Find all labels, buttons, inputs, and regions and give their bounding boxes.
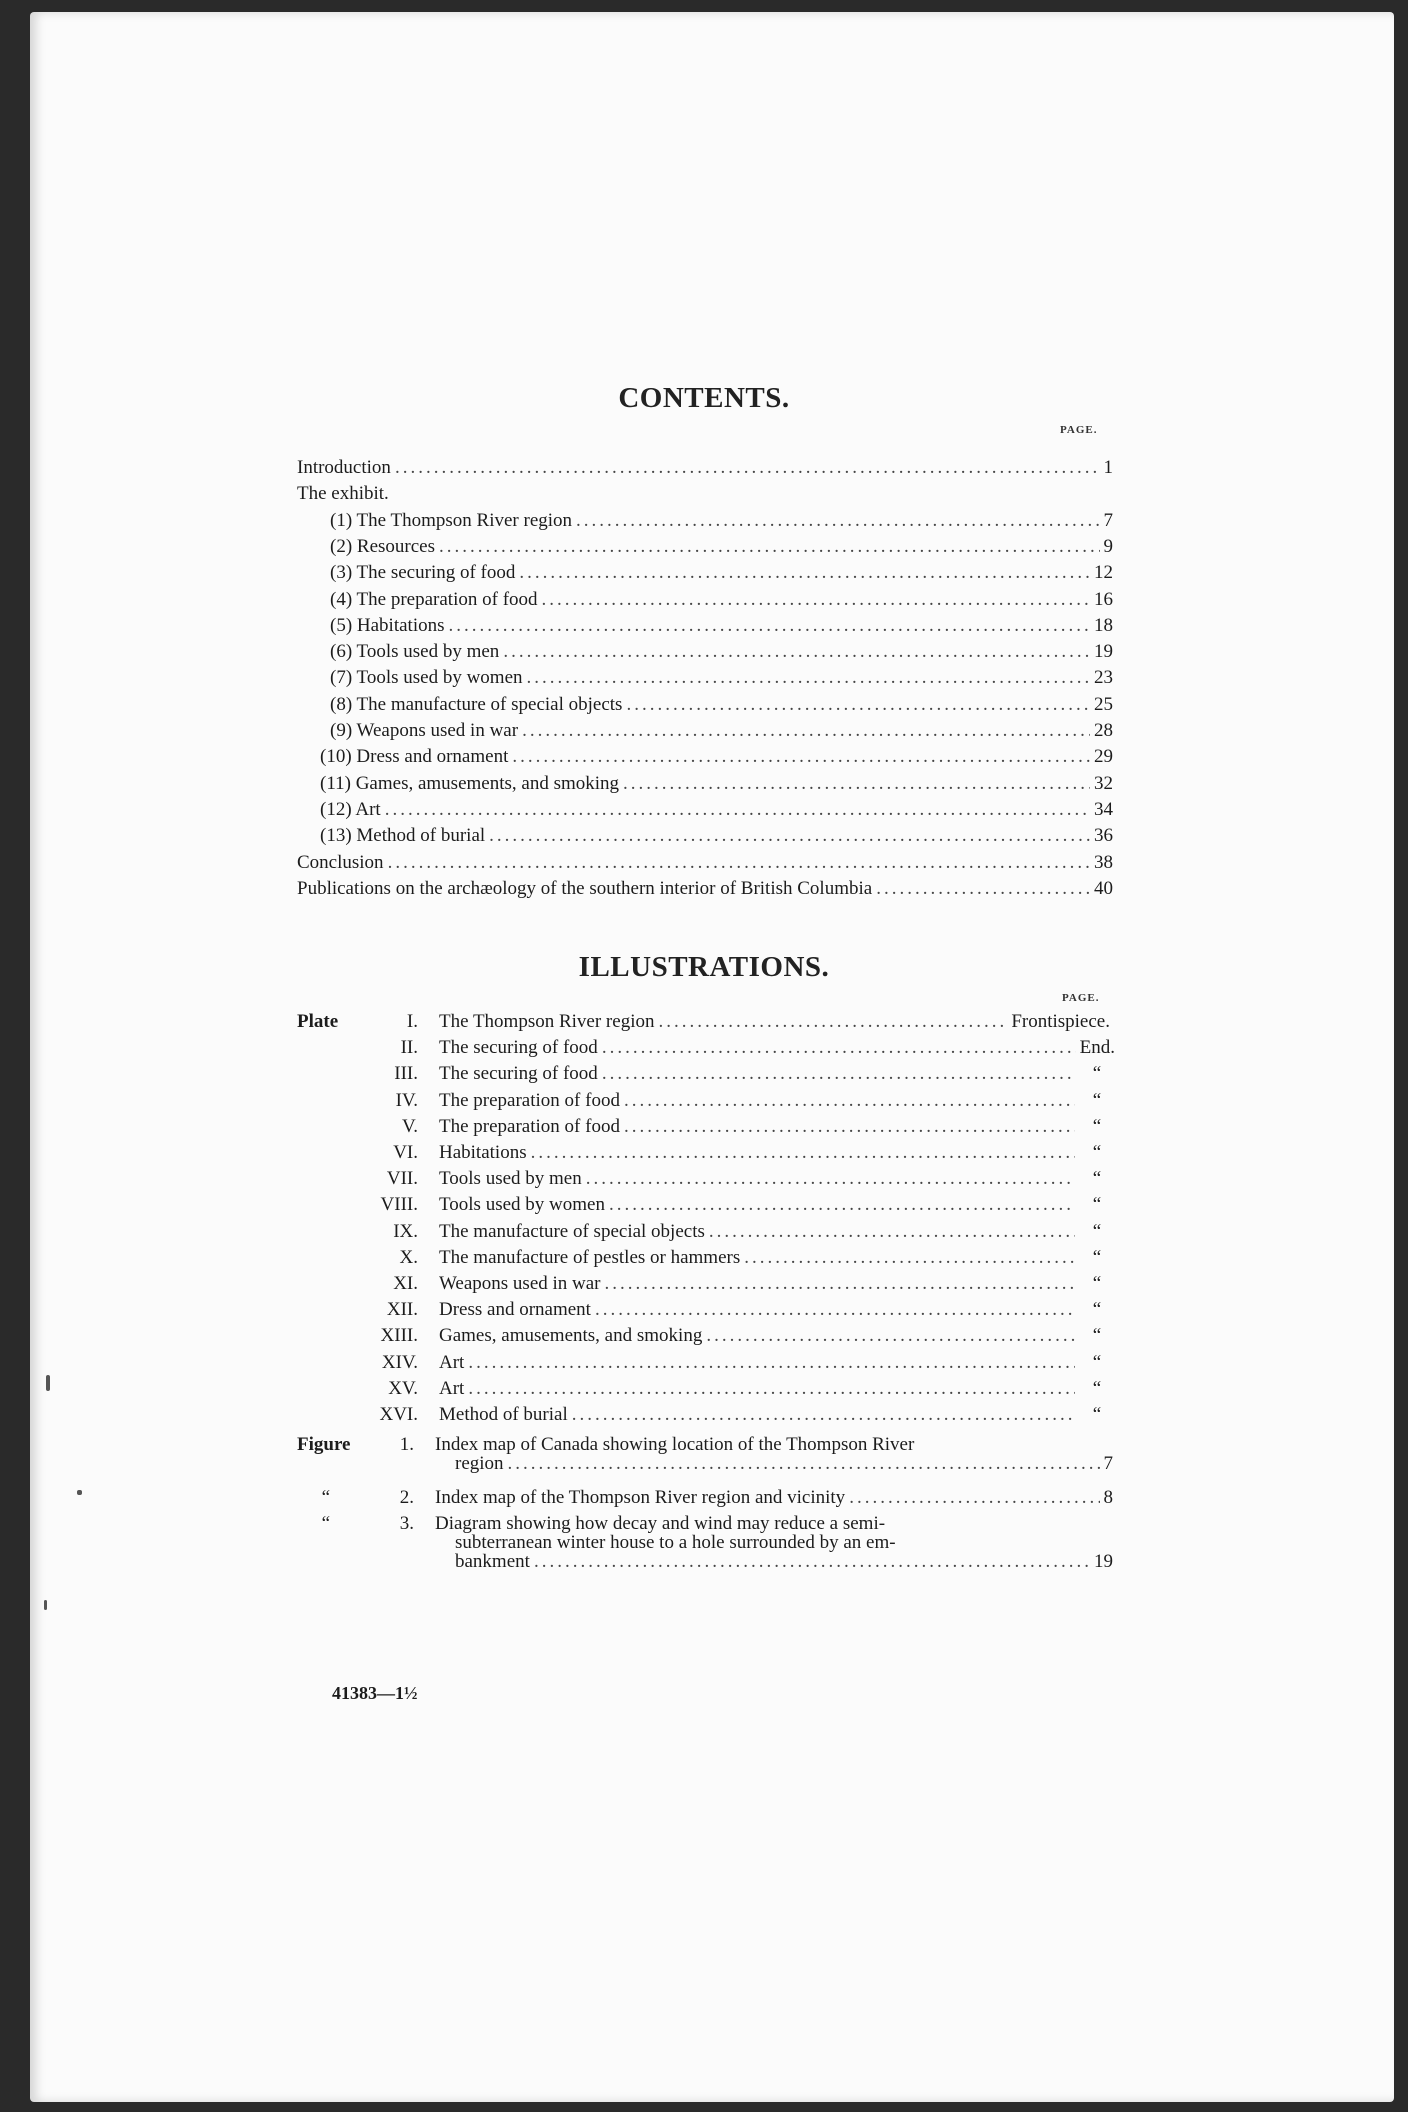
plate-number: VII.: [386, 1168, 418, 1190]
dot-leader: [519, 560, 1090, 586]
dot-leader: [609, 1192, 1075, 1218]
contents-entry: [297, 481, 1113, 507]
contents-page-column-header: PAGE.: [1060, 424, 1098, 436]
plate-number: XIII.: [380, 1325, 418, 1347]
dot-leader: [602, 1061, 1075, 1087]
figure-entry-line: [455, 1549, 1113, 1575]
dot-leader: [572, 1402, 1075, 1428]
contents-entry-page: 12: [1094, 562, 1113, 584]
dot-leader: [527, 665, 1090, 691]
plate-number: V.: [401, 1115, 418, 1137]
dot-leader: [595, 1297, 1075, 1323]
contents-entry-page: 34: [1094, 798, 1113, 820]
plate-entry-page: “: [1092, 1299, 1102, 1321]
plate-number: IX.: [393, 1220, 418, 1242]
dot-leader: [489, 823, 1090, 849]
figure-entry-label: subterranean winter house to a hole surrounded by an em-: [455, 1532, 896, 1553]
plate-entry-page: “: [1092, 1377, 1102, 1399]
contents-entry-label: (8) The manufacture of special objects: [330, 693, 623, 715]
plate-entry-label: The securing of food: [439, 1037, 598, 1059]
plate-entry: [439, 1297, 1115, 1323]
contents-entry: [330, 613, 1113, 639]
contents-entry-page: 23: [1094, 667, 1113, 689]
figure-ditto-mark: “: [321, 1487, 330, 1508]
plate-entry-label: Dress and ornament: [439, 1299, 591, 1321]
contents-entry-label: (1) The Thompson River region: [330, 509, 573, 531]
plate-number: XI.: [393, 1273, 418, 1294]
contents-entry-label: (5) Habitations: [330, 614, 445, 636]
plate-number: XII.: [386, 1299, 418, 1321]
plate-entry: [439, 1140, 1115, 1166]
plate-entry: [439, 1114, 1115, 1140]
printer-signature: 41383—1½: [332, 1683, 418, 1703]
plate-entry: [439, 1088, 1115, 1114]
figure-entry-label: Index map of the Thompson River region and vicinity: [435, 1487, 846, 1508]
plate-entry-label: The manufacture of special objects: [439, 1220, 705, 1242]
figure-entry-page: 19: [1094, 1551, 1113, 1572]
contents-entry-label: (10) Dress and ornament: [320, 746, 509, 768]
contents-entry-label: (3) The securing of food: [330, 562, 516, 584]
figure-ditto-mark: “: [321, 1513, 330, 1534]
figure-entry-label: region: [455, 1453, 504, 1474]
contents-entry-page: 16: [1094, 588, 1113, 610]
dot-leader: [542, 587, 1090, 613]
contents-entry-page: 18: [1094, 614, 1113, 636]
contents-entry-label: (11) Games, amusements, and smoking: [320, 772, 620, 794]
dot-leader: [623, 771, 1090, 797]
contents-entry: [330, 534, 1113, 560]
plate-number: XV.: [388, 1377, 418, 1399]
plate-number: XVI.: [379, 1404, 418, 1425]
plate-number: II.: [400, 1037, 418, 1059]
plate-entry-label: Tools used by women: [439, 1194, 605, 1216]
dot-leader: [512, 744, 1090, 770]
figure-entry-label: Index map of Canada showing location of the Thompson River: [435, 1434, 915, 1455]
plate-number: VI.: [393, 1142, 418, 1163]
contents-entry-label: (2) Resources: [330, 535, 435, 557]
contents-entry: [320, 744, 1113, 770]
plate-entry: [439, 1402, 1115, 1428]
plate-entry-page: “: [1092, 1351, 1102, 1373]
plate-entry: [439, 1245, 1115, 1271]
contents-entry-label: Introduction: [297, 457, 391, 478]
plate-entry-label: Method of burial: [439, 1404, 568, 1425]
plate-entry-page: “: [1092, 1115, 1102, 1137]
dot-leader: [658, 1009, 1007, 1035]
margin-speck: [46, 1375, 50, 1391]
figure-entry-line: [435, 1485, 1113, 1511]
plate-entry: [439, 1376, 1115, 1402]
contents-entry-page: 40: [1094, 877, 1113, 899]
dot-leader: [395, 455, 1100, 481]
plate-entry-page: “: [1092, 1194, 1102, 1216]
plate-entry-page: “: [1092, 1325, 1102, 1347]
contents-heading: CONTENTS.: [618, 382, 790, 414]
figure-label: Figure: [297, 1434, 351, 1455]
contents-entry-page: 32: [1094, 772, 1113, 794]
plate-label: Plate: [297, 1011, 339, 1032]
contents-entry-page: 36: [1094, 825, 1113, 847]
dot-leader: [624, 1088, 1075, 1114]
plate-entry-page: Frontispiece.: [1011, 1011, 1110, 1032]
contents-entry: [330, 665, 1113, 691]
contents-entry-page: 25: [1094, 693, 1113, 715]
contents-entry-label: (9) Weapons used in war: [330, 720, 519, 741]
plate-entry: [439, 1061, 1115, 1087]
plate-entry: [439, 1035, 1115, 1061]
dot-leader: [605, 1271, 1075, 1297]
plate-entry-page: End.: [1079, 1037, 1115, 1059]
dot-leader: [706, 1323, 1075, 1349]
plate-number: I.: [406, 1011, 418, 1032]
contents-entry: [330, 718, 1113, 744]
contents-entry-page: 38: [1094, 851, 1113, 873]
plate-entry-label: The preparation of food: [439, 1089, 620, 1111]
plate-entry-label: The Thompson River region: [439, 1011, 655, 1032]
plate-entry-label: The preparation of food: [439, 1115, 620, 1137]
contents-entry-label: (12) Art: [320, 798, 381, 820]
plate-entry-page: “: [1092, 1089, 1102, 1111]
contents-entry-page: 7: [1103, 509, 1113, 531]
plate-entry-page: “: [1092, 1404, 1102, 1425]
contents-entry-label: The exhibit.: [297, 483, 389, 505]
contents-entry-label: Publications on the archæology of the southern interior of British Columbia: [297, 877, 873, 899]
dot-leader: [534, 1549, 1090, 1575]
illustrations-heading: ILLUSTRATIONS.: [578, 951, 830, 983]
contents-entry-label: (4) The preparation of food: [330, 588, 538, 610]
plate-entry: [439, 1166, 1115, 1192]
plate-entry-label: The manufacture of pestles or hammers: [439, 1246, 741, 1268]
figure-entry-page: 8: [1103, 1487, 1113, 1508]
figure-number: 1.: [399, 1434, 414, 1455]
dot-leader: [586, 1166, 1075, 1192]
dot-leader: [385, 797, 1090, 823]
contents-entry-page: 1: [1103, 457, 1113, 478]
contents-entry: [330, 587, 1113, 613]
dot-leader: [522, 718, 1090, 744]
plate-entry: [439, 1009, 1110, 1035]
contents-entry: [297, 850, 1113, 876]
plate-entry: [439, 1271, 1115, 1297]
plate-entry-label: Games, amusements, and smoking: [439, 1325, 703, 1347]
plate-entry: [439, 1219, 1115, 1245]
plate-entry-page: “: [1092, 1142, 1102, 1163]
dot-leader: [744, 1245, 1075, 1271]
dot-leader: [849, 1485, 1099, 1511]
dot-leader: [876, 876, 1090, 902]
plate-entry-label: The securing of food: [439, 1063, 598, 1085]
contents-entry: [330, 508, 1113, 534]
plate-entry: [439, 1323, 1115, 1349]
plate-number: VIII.: [380, 1194, 418, 1216]
plate-entry-page: “: [1092, 1063, 1102, 1085]
dot-leader: [503, 639, 1090, 665]
plate-number: III.: [394, 1063, 418, 1085]
contents-entry-page: 19: [1094, 641, 1113, 663]
plate-entry-label: Habitations: [439, 1142, 527, 1163]
figure-number: 3.: [399, 1513, 414, 1534]
contents-entry: [330, 692, 1113, 718]
margin-speck: [44, 1600, 47, 1610]
contents-entry: [330, 639, 1113, 665]
plate-number: X.: [399, 1246, 418, 1268]
plate-entry-label: Art: [439, 1377, 465, 1399]
dot-leader: [626, 692, 1090, 718]
plate-entry-page: “: [1092, 1168, 1102, 1190]
figure-entry-label: Diagram showing how decay and wind may reduce a semi-: [435, 1513, 886, 1534]
contents-entry-label: (6) Tools used by men: [330, 641, 500, 663]
plate-entry: [439, 1192, 1115, 1218]
contents-entry-page: 29: [1094, 746, 1113, 768]
plate-entry-label: Art: [439, 1351, 465, 1373]
dot-leader: [576, 508, 1099, 534]
contents-entry: [330, 560, 1113, 586]
contents-entry: [297, 876, 1113, 902]
contents-entry: [320, 823, 1113, 849]
dot-leader: [468, 1350, 1075, 1376]
figure-entry-label: bankment: [455, 1551, 530, 1572]
plate-entry-page: “: [1092, 1220, 1102, 1242]
contents-entry: [320, 797, 1113, 823]
dot-leader: [388, 850, 1090, 876]
dot-leader: [624, 1114, 1075, 1140]
dot-leader: [449, 613, 1090, 639]
figure-entry-line: [455, 1451, 1113, 1477]
contents-entry: [320, 771, 1113, 797]
dot-leader: [709, 1219, 1075, 1245]
illustrations-page-column-header: PAGE.: [1062, 992, 1100, 1004]
margin-speck: [77, 1490, 82, 1495]
plate-entry-page: “: [1092, 1246, 1102, 1268]
figure-number: 2.: [399, 1487, 414, 1508]
plate-number: IV.: [395, 1089, 418, 1111]
dot-leader: [508, 1451, 1100, 1477]
plate-entry: [439, 1350, 1115, 1376]
contents-entry-page: 9: [1103, 535, 1113, 557]
plate-entry-label: Weapons used in war: [439, 1273, 601, 1294]
plate-number: XIV.: [381, 1351, 418, 1373]
dot-leader: [602, 1035, 1076, 1061]
contents-entry-label: Conclusion: [297, 851, 384, 873]
contents-entry-label: (7) Tools used by women: [330, 667, 523, 689]
contents-entry-label: (13) Method of burial: [320, 825, 486, 847]
figure-entry-page: 7: [1103, 1453, 1113, 1474]
plate-entry-page: “: [1092, 1273, 1102, 1294]
dot-leader: [531, 1140, 1075, 1166]
dot-leader: [439, 534, 1100, 560]
contents-entry: [297, 455, 1113, 481]
plate-entry-label: Tools used by men: [439, 1168, 582, 1190]
contents-entry-page: 28: [1094, 720, 1113, 741]
dot-leader: [468, 1376, 1075, 1402]
